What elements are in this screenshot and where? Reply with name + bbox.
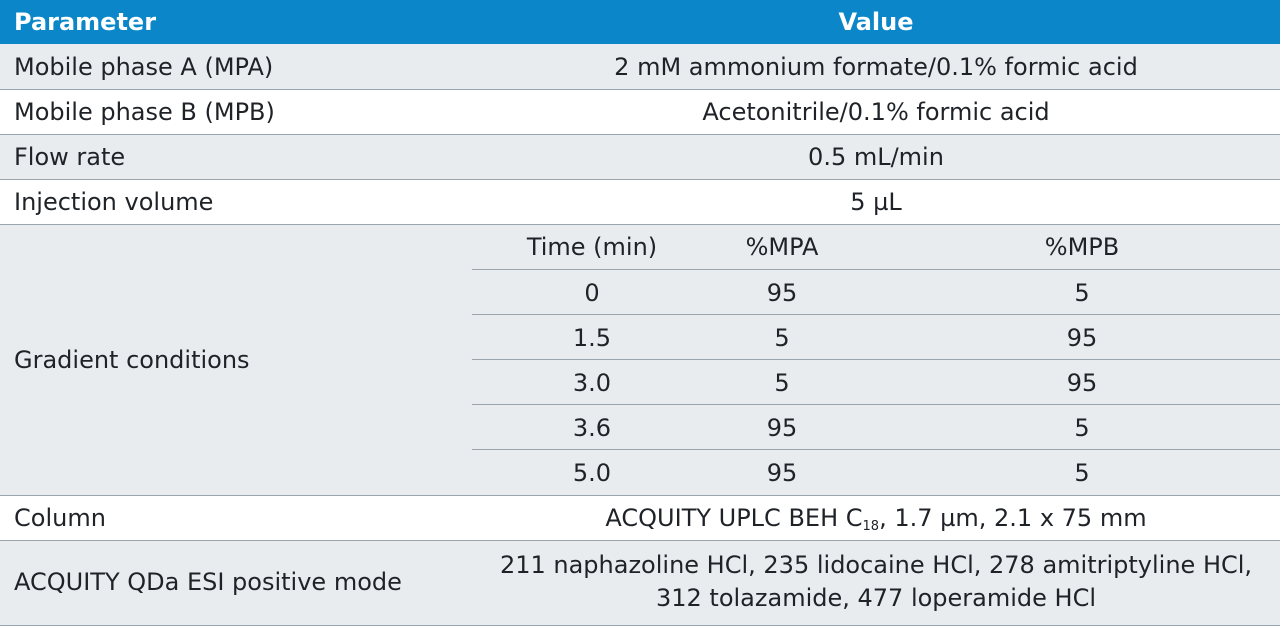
- gradient-col-mpa: %MPA: [745, 233, 819, 261]
- gradient-mpb: 5: [1074, 414, 1090, 442]
- qda-value-line2: 312 tolazamide, 477 loperamide HCl: [655, 584, 1097, 612]
- table-row: [0, 44, 1280, 90]
- gradient-time: 1.5: [572, 324, 612, 352]
- gradient-parameter: Gradient conditions: [14, 346, 250, 374]
- gradient-time: 3.6: [572, 414, 612, 442]
- gradient-mpa: 95: [766, 279, 798, 307]
- gradient-mpb: 5: [1074, 459, 1090, 487]
- column-value-prefix: ACQUITY UPLC BEH C: [605, 504, 863, 532]
- row-value: 2 mM ammonium formate/0.1% formic acid: [614, 53, 1138, 81]
- gradient-data-row: [472, 360, 1280, 405]
- gradient-mpa: 95: [766, 459, 798, 487]
- column-parameter: Column: [14, 504, 106, 532]
- gradient-time: 3.0: [572, 369, 612, 397]
- gradient-time: 0: [584, 279, 600, 307]
- qda-value-line1: 211 naphazoline HCl, 235 lidocaine HCl, 278 amitriptyline HCl,: [499, 551, 1253, 579]
- column-value: [472, 504, 1280, 532]
- gradient-mpb: 5: [1074, 279, 1090, 307]
- gradient-header-row: [472, 225, 1280, 270]
- header-parameter: Parameter: [14, 8, 157, 36]
- table-row: [0, 90, 1280, 135]
- table-row: [0, 135, 1280, 180]
- row-parameter: Mobile phase B (MPB): [14, 98, 275, 126]
- gradient-col-time: Time (min): [526, 233, 658, 261]
- gradient-col-mpb: %MPB: [1044, 233, 1120, 261]
- gradient-time: 5.0: [572, 459, 612, 487]
- row-parameter: Flow rate: [14, 143, 126, 171]
- table-row: [0, 541, 1280, 626]
- header-value: Value: [838, 8, 914, 36]
- gradient-data-row: [472, 270, 1280, 315]
- gradient-mpa: 5: [774, 324, 790, 352]
- gradient-row: [0, 225, 1280, 496]
- column-value-suffix: , 1.7 µm, 2.1 x 75 mm: [879, 504, 1147, 532]
- gradient-mpb: 95: [1066, 324, 1098, 352]
- qda-parameter: ACQUITY QDa ESI positive mode: [14, 568, 402, 596]
- gradient-mpa: 95: [766, 414, 798, 442]
- row-parameter: Injection volume: [14, 188, 214, 216]
- table-header: [0, 0, 1280, 44]
- gradient-data-row: [472, 450, 1280, 495]
- column-value-subscript: 18: [862, 519, 880, 534]
- qda-value: [472, 549, 1280, 615]
- gradient-mpa: 5: [774, 369, 790, 397]
- table-row: [0, 496, 1280, 541]
- gradient-data-row: [472, 315, 1280, 360]
- gradient-data-row: [472, 405, 1280, 450]
- row-value: 0.5 mL/min: [808, 143, 944, 171]
- row-value: Acetonitrile/0.1% formic acid: [702, 98, 1050, 126]
- row-value: 5 µL: [850, 188, 902, 216]
- gradient-mpb: 95: [1066, 369, 1098, 397]
- row-parameter: Mobile phase A (MPA): [14, 53, 274, 81]
- table-row: [0, 180, 1280, 225]
